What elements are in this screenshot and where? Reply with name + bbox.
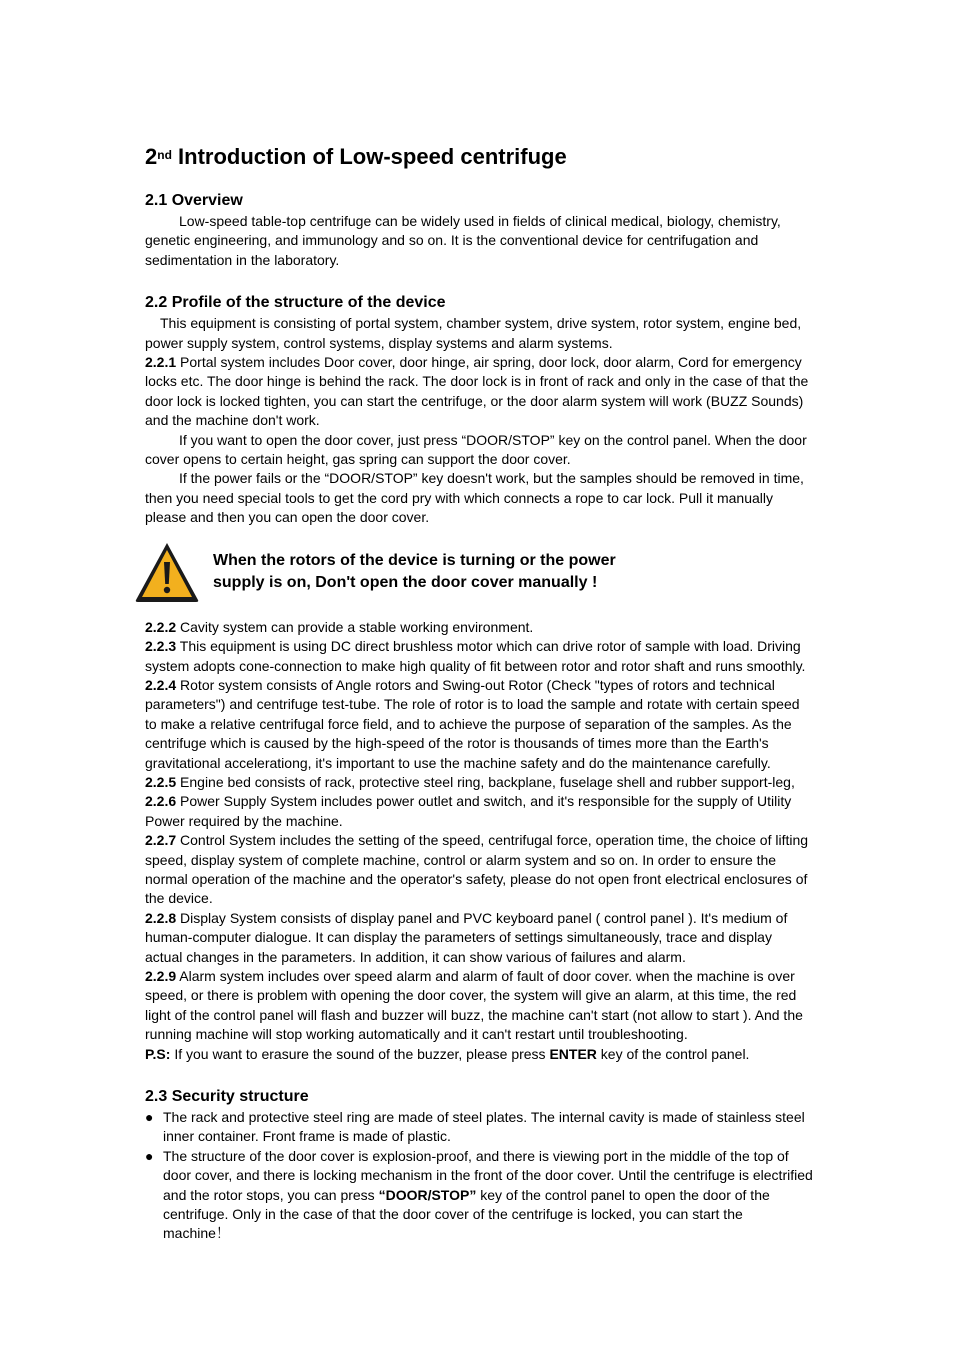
para-2-2-3 <box>145 637 813 676</box>
para-2-2-4 <box>145 676 813 773</box>
bullet-text: The structure of the door cover is explosion-proof, and there is viewing port in the middle of the top of door cover, and there is locking mechanism in the front of the door cover. Until the centrifuge is electrified and the rotor stops, you can press <box>163 1147 813 1203</box>
section-2-2-heading: 2.2 Profile of the structure of the device <box>145 294 446 312</box>
bullet-item <box>145 1147 813 1244</box>
para-2-2-7 <box>145 831 813 909</box>
section-2-3-heading: 2.3 Security structure <box>145 1088 309 1106</box>
para-text: Alarm system includes over speed alarm and alarm of fault of door cover. when the machine is over speed, or there is problem with opening the door cover, the system will give an alarm, at this time, the red light of the control panel will flash and buzzer will buzz, the machine can't start (not allow to start ). And the running machine will stop working automatically and it can't restart until troubleshooting. <box>145 968 803 1043</box>
bullet-text-end: key of the control panel to open the door of the centrifuge. Only in the case of that the door cover of the centrifuge is locked, you can start the machine！ <box>163 1186 770 1242</box>
para-2-2-2 <box>145 618 813 637</box>
warning-line-1: When the rotors of the device is turning or the power <box>213 551 616 569</box>
ps-text-end: key of the control panel. <box>596 1045 750 1062</box>
para-number: 2.2.2 <box>145 618 177 635</box>
section-2-1-text: Low-speed table-top centrifuge can be widely used in fields of clinical medical, biology, chemistry, genetic engineering, and immunology and so on. It is the conventional device for centrifugation and sedimentation in the laboratory. <box>145 213 781 268</box>
section-2-1-heading: 2.1 Overview <box>145 192 243 209</box>
para-number: 2.2.7 <box>145 832 177 849</box>
para-text: Control System includes the setting of the speed, centrifugal force, operation time, the choice of lifting speed, display system of complete machine, control or alarm system and so on. In order to ensure the normal operation of the machine and the operator's safety, please do not open front electrical enclosures of the device. <box>145 832 809 907</box>
para-number: 2.2.1 <box>145 354 177 371</box>
ps-label: P.S: <box>145 1045 171 1062</box>
para-number: 2.2.3 <box>145 638 177 655</box>
ps-text: If you want to erasure the sound of the buzzer, please press <box>170 1045 550 1062</box>
para-number: 2.2.5 <box>145 773 177 790</box>
para-2-2-1 <box>145 353 813 431</box>
ps-key: ENTER <box>549 1045 597 1062</box>
title-text: Introduction of Low-speed centrifuge <box>178 144 567 169</box>
para-2-2-1-open: If you want to open the door cover, just press “DOOR/STOP” key on the control panel. When the door cover opens to certain height, gas spring can support the door cover. <box>145 431 807 468</box>
bullet-key: “DOOR/STOP” <box>378 1186 477 1203</box>
ps-note <box>145 1045 813 1064</box>
document-page <box>145 140 813 1244</box>
para-text: Engine bed consists of rack, protective steel ring, backplane, fuselage shell and rubber support-leg, <box>176 773 795 790</box>
para-text: Cavity system can provide a stable working environment. <box>176 618 534 635</box>
para-2-2-1-power: If the power fails or the “DOOR/STOP” key doesn't work, but the samples should be removed in time, then you need special tools to get the cord pry with which connects a rope to car lock. Pull it manually please and then you can open the door cover. <box>145 470 804 526</box>
para-2-2-8 <box>145 909 813 967</box>
para-text: Rotor system consists of Angle rotors and Swing-out Rotor (Check "types of rotors and technical parameters") and centrifuge test-tube. The role of rotor is to load the sample and rotate with certain speed to make a relative centrifugal force field, and to achieve the purpose of separation of the samples. As the centrifuge which is caused by the high-speed of the rotor is thousands of times more than the Earth's gravitational accelerationg, it's important to use the machine safety and do the maintenance carefully. <box>145 676 800 771</box>
bullet-dot: ● <box>145 1109 154 1126</box>
para-number: 2.2.9 <box>145 968 177 984</box>
para-text: Display System consists of display panel and PVC keyboard panel ( control panel ). It's medium of human-computer dialogue. It can display the parameters of settings simultaneously, trace and display actual changes in the parameters. In addition, it can show various of failures and alarm. <box>145 909 788 965</box>
section-2-2-intro: This equipment is consisting of portal system, chamber system, drive system, rotor system, engine bed, power supply system, control systems, display systems and alarm systems. <box>145 315 802 351</box>
numbered-paragraphs <box>145 618 813 1045</box>
bullet-dot: ● <box>145 1147 154 1164</box>
para-2-2-5 <box>145 773 813 792</box>
para-text: Portal system includes Door cover, door hinge, air spring, door lock, door alarm, Cord for emergency locks etc. The door hinge is behind the rack. The door lock is in front of rack and only in the case of that the door lock is locked tighten, you can start the centrifuge, or the door alarm system will work (BUZZ Sounds) and the machine don't work. <box>145 354 809 429</box>
para-text: This equipment is using DC direct brushless motor which can drive rotor of sample with load. Driving system adopts cone-connection to make high quality of fit between rotor and rotor shaft and runs smoothly. <box>145 638 806 674</box>
title-superscript: nd <box>157 148 172 162</box>
para-number: 2.2.4 <box>145 676 177 693</box>
para-text: Power Supply System includes power outlet and switch, and it's responsible for the supply of Utility Power required by the machine. <box>145 793 792 829</box>
para-number: 2.2.6 <box>145 793 177 810</box>
warning-line-2: supply is on, Don't open the door cover manually ! <box>213 573 598 591</box>
page-title <box>145 140 813 174</box>
para-2-2-6 <box>145 792 813 831</box>
para-2-2-9 <box>145 967 813 1045</box>
title-number: 2 <box>145 144 158 169</box>
para-number: 2.2.8 <box>145 909 177 926</box>
warning-notice <box>133 540 813 604</box>
warning-text <box>213 550 616 594</box>
warning-triangle-icon <box>133 540 201 604</box>
bullet-text: The rack and protective steel ring are made of steel plates. The internal cavity is made of stainless steel inner container. Front frame is made of plastic. <box>163 1109 805 1145</box>
bullet-item <box>145 1108 813 1147</box>
